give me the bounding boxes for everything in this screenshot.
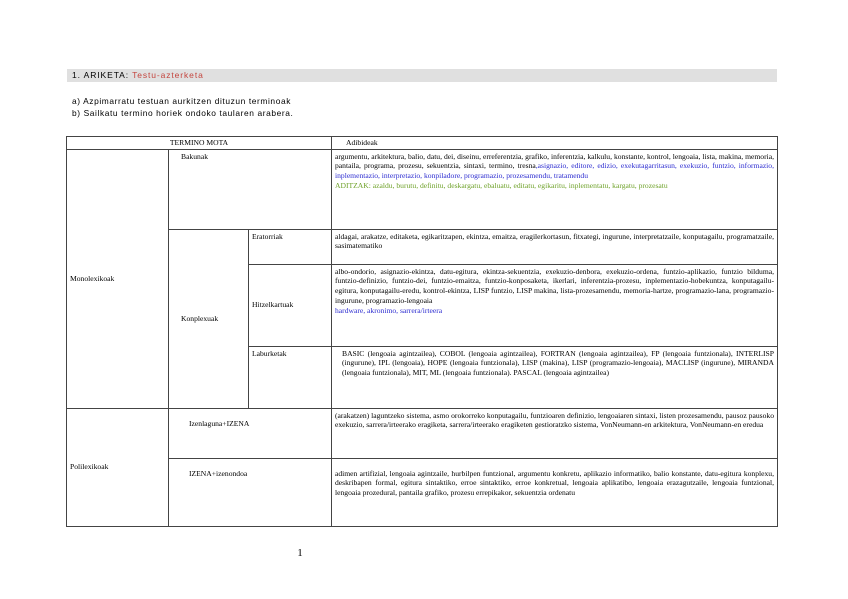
category-monolexikoak: Monolexikoak xyxy=(67,149,169,408)
table-header-row xyxy=(67,137,778,150)
category-polilexikoak: Polilexikoak xyxy=(67,408,169,526)
page-number: 1 xyxy=(297,547,303,559)
table-row xyxy=(67,229,778,264)
bakunak-blue-terms: ,asignazio, editore, edizio, exekutagarritasun, exekuzio, funtzio, informazio, inplementazio, interpretazio, konpiladore, programazio, prozesamendu, tratamendu xyxy=(335,161,774,181)
examples-izenlaguna-izena: (arakatzen) laguntzeko sistema, asmo orokorreko konputagailu, funtzioaren definizio, lengoaiaren sintaxi, listen prozesamendu, pausoz pausoko exekuzio, sarrera/irteerako eragiketa, sarrera/irteerako eragiketen gestioratzko sistema, VonNeumann-en arkitektura, VonNeumann-en eredua xyxy=(332,408,778,458)
examples-hitzelkartuak xyxy=(332,264,778,346)
table-row xyxy=(67,408,778,458)
exercise-number: 1. ARIKETA: xyxy=(72,70,129,80)
table-row xyxy=(67,458,778,526)
subcategory-izenlaguna-izena: Izenlaguna+IZENA xyxy=(169,408,332,458)
exercise-heading xyxy=(67,69,777,82)
instruction-b: b) Sailkatu termino horiek ondoko taularen arabera. xyxy=(72,108,294,118)
subcategory-konplexuak: Konplexuak xyxy=(169,229,249,408)
instruction-a: a) Azpimarratu testuan aurkitzen dituzun terminoak xyxy=(72,96,291,106)
hitzelkartuak-black-terms: albo-ondorio, asignazio-ekintza, datu-egitura, ekintza-sekuentzia, exekuzio-denbora, exekuzio-ordena, funtzio-aplikazio, funtzio bilduma, funtzio-definizio, funtzio-dei, funtzio-emaitza, funtzio-konposaketa, ikerlari, inferentzia-prozesu, inplementazio-hobekuntza, konputagailu-egitura, konputagailu-eredu, kontrol-ekintza, LISP funtzio, LISP makina, lista-prozesamendu, memoria-hartze, programazio-lana, programazio-ingurune, programazio-lengoaia xyxy=(335,266,774,305)
examples-eratorriak: aldagai, arakatze, editaketa, egikaritzapen, ekintza, emaitza, eragilerkortasun, fitxategi, ingurune, interpretatzaile, konputagailu, programatzaile, sasimatematiko xyxy=(332,229,778,264)
examples-bakunak xyxy=(332,149,778,229)
bakunak-verbs: ADITZAK: azaldu, burutu, definitu, deskargatu, ebaluatu, editatu, egikaritu, inplementatu, kargatu, prozesatu xyxy=(335,180,668,190)
table-row xyxy=(67,149,778,229)
bakunak-black-terms: argumentu, arkitektura, balio, datu, dei, diseinu, erreferentzia, grafiko, inferentzia, kalkulu, konstante, kontrol, lengoaia, lista, makina, memoria, pantaila, programa, prozesu, sekuentzia, sintaxi, termino, tresna xyxy=(335,151,774,171)
subcategory-bakunak: Bakunak xyxy=(169,149,332,229)
examples-izena-izenondoa: adimen artifizial, lengoaia agintzaile, hurbilpen funtzional, argumentu konkretu, aplikazio informatiko, balio konstante, datu-egitura konplexu, deskribapen formal, egitura sintaktiko, erroe sintaktiko, erroe konkretual, lengoaia aplikatibo, lengoaia erazagutzaile, lengoaia funtzional, lengoaia prozedural, pantaila grafiko, prozesu errepikakor, sekuentzia ordenatu xyxy=(332,458,778,526)
terms-table xyxy=(66,136,778,527)
subcategory-izena-izenondoa: IZENA+izenondoa xyxy=(169,458,332,526)
subtype-eratorriak: Eratorriak xyxy=(249,229,332,264)
exercise-title: Testu-azterketa xyxy=(132,70,204,80)
hitzelkartuak-blue-terms: hardware, akronimo, sarrera/irteera xyxy=(335,305,443,315)
subtype-hitzelkartuak: Hitzelkartuak xyxy=(249,264,332,346)
subtype-laburketak: Laburketak xyxy=(249,346,332,408)
header-adibideak: Adibideak xyxy=(332,137,778,150)
examples-laburketak: BASIC (lengoaia agintzailea), COBOL (lengoaia agintzailea), FORTRAN (lengoaia agintzailea), FP (lengoaia funtzionala), INTERLISP (ingurune), IPL (lengoaia), HOPE (lengoaia funtzionala), LISP (makina), LISP (programazio-lengoaia), MACLISP (ingurune), MIRANDA (lengoaia funtzionala), MIT, ML (lengoaia funtzionala). PASCAL (lengoaia agintzailea) xyxy=(332,346,778,408)
header-termino-mota: TERMINO MOTA xyxy=(67,137,332,150)
